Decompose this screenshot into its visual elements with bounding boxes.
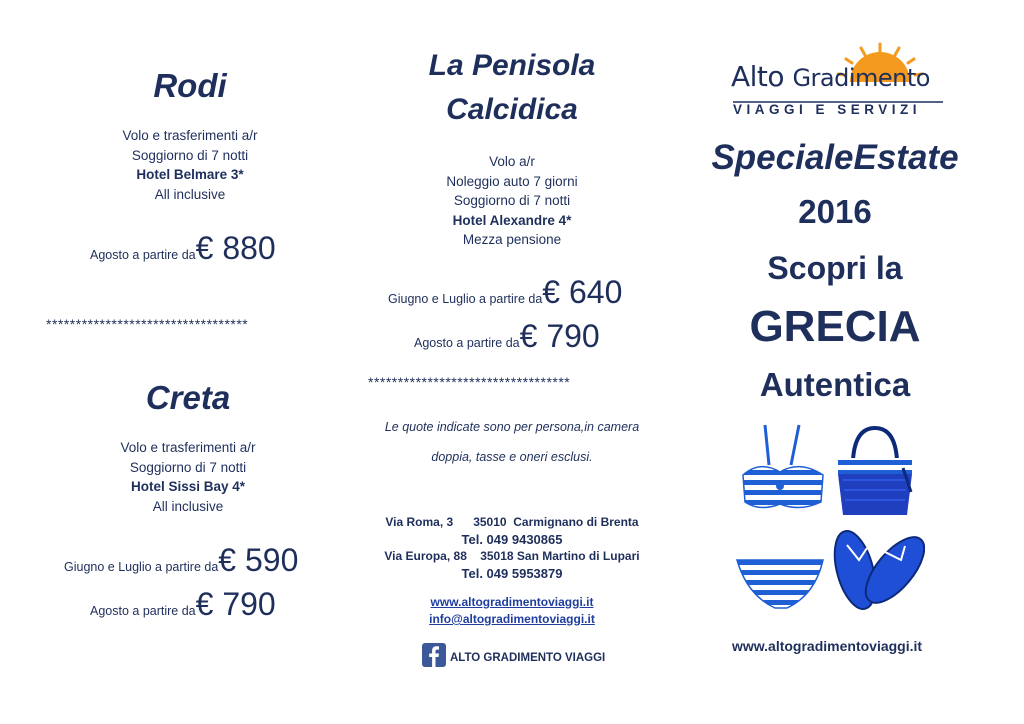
rodi-line-flight: Volo e trasferimenti a/r [122,128,258,143]
calcidica-line-car: Noleggio auto 7 giorni [446,173,578,189]
website-link[interactable]: www.altogradimentoviaggi.it [430,595,594,609]
price-value: € 880 [195,230,276,266]
address-roma: Via Roma, 3 35010 Carmignano di Brenta [385,515,639,529]
rodi-title: Rodi [153,67,227,104]
separator-middle: ********************************** [368,374,571,390]
price-label: Giugno e Luglio a partire da [64,560,219,574]
calcidica-board: Mezza pensione [462,232,562,247]
calcidica-section [362,44,662,250]
promo-block [690,132,980,412]
price-label: Agosto a partire da [90,248,196,262]
footer-website[interactable]: www.altogradimentoviaggi.it [732,638,923,654]
creta-section [38,374,338,516]
price-label: Giugno e Luglio a partire da [388,292,543,306]
calcidica-title-line1: La Penisola [428,49,596,82]
creta-board: All inclusive [152,498,224,514]
logo-subtitle: VIAGGI E SERVIZI [733,102,922,117]
promo-grecia: GRECIA [749,302,921,351]
flip-flops-icon [827,527,925,614]
contacts-block [362,514,662,628]
creta-price-june-july [64,542,298,579]
beach-bag-icon [838,428,912,515]
rodi-section [40,62,340,204]
address-europa: Via Europa, 88 35018 San Martino di Lupari [384,549,640,563]
logo-wordmark [731,60,930,93]
phone-roma: Tel. 049 9430865 [461,532,563,547]
promo-speciale-estate: SpecialeEstate [711,138,959,177]
bikini-top-icon [743,425,823,508]
logo-word-gradimento: Gradimento [792,64,930,92]
rodi-board: All inclusive [154,186,226,202]
promo-autentica: Autentica [759,366,911,403]
phone-europa: Tel. 049 5953879 [461,566,563,581]
price-value: € 790 [519,318,600,354]
promo-year: 2016 [798,193,872,230]
calcidica-line-flight: Volo a/r [489,154,535,169]
beach-items-image [735,420,925,620]
rodi-line-stay: Soggiorno di 7 notti [131,147,249,163]
separator-left: ********************************** [46,316,249,332]
calcidica-price-august [414,318,600,355]
creta-line-stay: Soggiorno di 7 notti [129,459,247,475]
rodi-price-august [90,230,276,267]
facebook-label[interactable]: ALTO GRADIMENTO VIAGGI [450,652,606,664]
creta-title: Creta [145,379,231,416]
price-note [362,412,662,472]
bikini-bottom-icon [737,560,823,608]
price-label: Agosto a partire da [90,604,196,618]
price-note-line2: doppia, tasse e oneri esclusi. [431,450,593,464]
facebook-row[interactable] [422,643,605,667]
logo-word-alto: Alto [731,60,785,93]
price-value: € 590 [218,542,299,578]
price-value: € 640 [542,274,623,310]
calcidica-price-june-july [388,274,622,311]
creta-price-august [90,586,276,623]
calcidica-hotel: Hotel Alexandre 4* [452,212,572,228]
price-note-line1: Le quote indicate sono per persona,in camera [384,420,640,434]
creta-hotel: Hotel Sissi Bay 4* [130,479,246,494]
facebook-icon[interactable] [422,643,446,667]
creta-line-flight: Volo e trasferimenti a/r [120,440,256,455]
calcidica-title-line2: Calcidica [446,93,578,126]
price-label: Agosto a partire da [414,336,520,350]
rodi-hotel: Hotel Belmare 3* [136,167,244,182]
calcidica-line-stay: Soggiorno di 7 notti [453,193,571,208]
price-value: € 790 [195,586,276,622]
email-link[interactable]: info@altogradimentoviaggi.it [429,612,595,626]
brand-logo [725,40,955,120]
promo-scopri: Scopri la [767,250,903,286]
